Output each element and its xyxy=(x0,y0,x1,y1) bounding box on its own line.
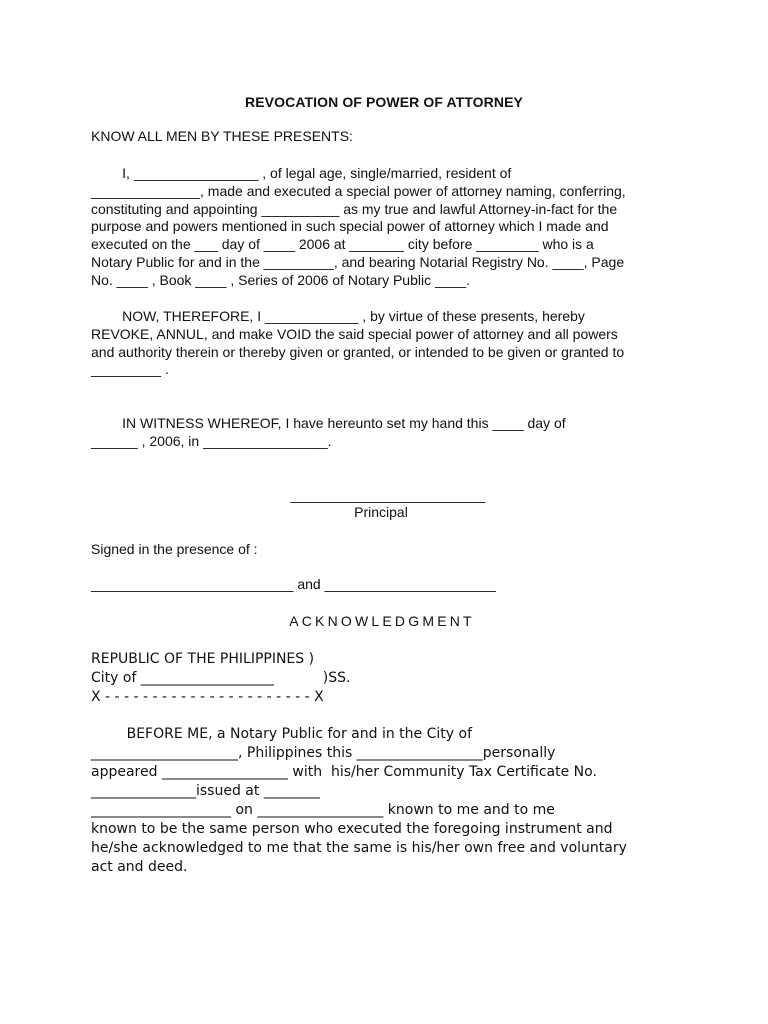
text-line: NOW, THEREFORE, I ____________ , by virtue of these presents, hereby xyxy=(91,308,585,324)
text-line: act and deed. xyxy=(91,859,188,875)
text-line: ______________, made and executed a special power of attorney naming, conferring, xyxy=(91,182,626,199)
paragraph-revocation xyxy=(91,308,624,379)
text-line: BEFORE ME, a Notary Public for and in the City of xyxy=(91,726,472,742)
text-line: REPUBLIC OF THE PHILIPPINES ) xyxy=(91,651,315,667)
witness-signature-lines: __________________________ and ______________________ xyxy=(91,576,496,592)
text-line: Notary Public for and in the _________, and bearing Notarial Registry No. ____, Page xyxy=(91,253,625,270)
salutation: KNOW ALL MEN BY THESE PRESENTS: xyxy=(91,128,353,144)
principal-signature-line: _________________________ xyxy=(290,487,486,503)
text-line: ____________________ on __________________ known to me and to me xyxy=(91,802,555,818)
acknowledgment-title: ACKNOWLEDGMENT xyxy=(289,613,475,629)
venue-block xyxy=(91,650,350,707)
text-line: IN WITNESS WHEREOF, I have hereunto set my hand this ____ day of xyxy=(91,415,566,431)
text-line: City of ___________________ )SS. xyxy=(91,670,351,686)
text-line: ______ , 2006, in ________________. xyxy=(91,432,332,449)
paragraph-appointment xyxy=(91,165,626,290)
text-line: _______________issued at ________ xyxy=(91,783,320,799)
text-line: REVOKE, ANNUL, and make VOID the said special power of attorney and all powers xyxy=(91,325,618,342)
text-line: purpose and powers mentioned in such special power of attorney which I made and xyxy=(91,218,609,235)
text-line: constituting and appointing __________ as my true and lawful Attorney-in-fact for the xyxy=(91,200,618,217)
text-line: I, ________________ , of legal age, single/married, resident of xyxy=(91,165,512,181)
text-line: and authority therein or thereby given or granted, or intended to be given or granted to xyxy=(91,343,625,360)
text-line: _________ . xyxy=(91,361,169,378)
text-line: _____________________, Philippines this __________________personally xyxy=(91,745,556,761)
text-line: No. ____ , Book ____ , Series of 2006 of Notary Public ____. xyxy=(91,271,471,288)
text-line: known to be the same person who executed the foregoing instrument and xyxy=(91,821,613,837)
text-line: appeared __________________ with his/her Community Tax Certificate No. xyxy=(91,764,597,780)
text-line: executed on the ___ day of ____ 2006 at _______ city before ________ who is a xyxy=(91,236,594,253)
paragraph-witness xyxy=(91,415,566,451)
text-line: X - - - - - - - - - - - - - - - - - - - - - - X xyxy=(91,689,324,705)
document-title: REVOCATION OF POWER OF ATTORNEY xyxy=(245,94,523,110)
signed-presence-label: Signed in the presence of : xyxy=(91,541,258,557)
principal-label: Principal xyxy=(354,504,408,520)
text-line: he/she acknowledged to me that the same is his/her own free and voluntary xyxy=(91,840,627,856)
acknowledgment-body xyxy=(91,725,627,877)
